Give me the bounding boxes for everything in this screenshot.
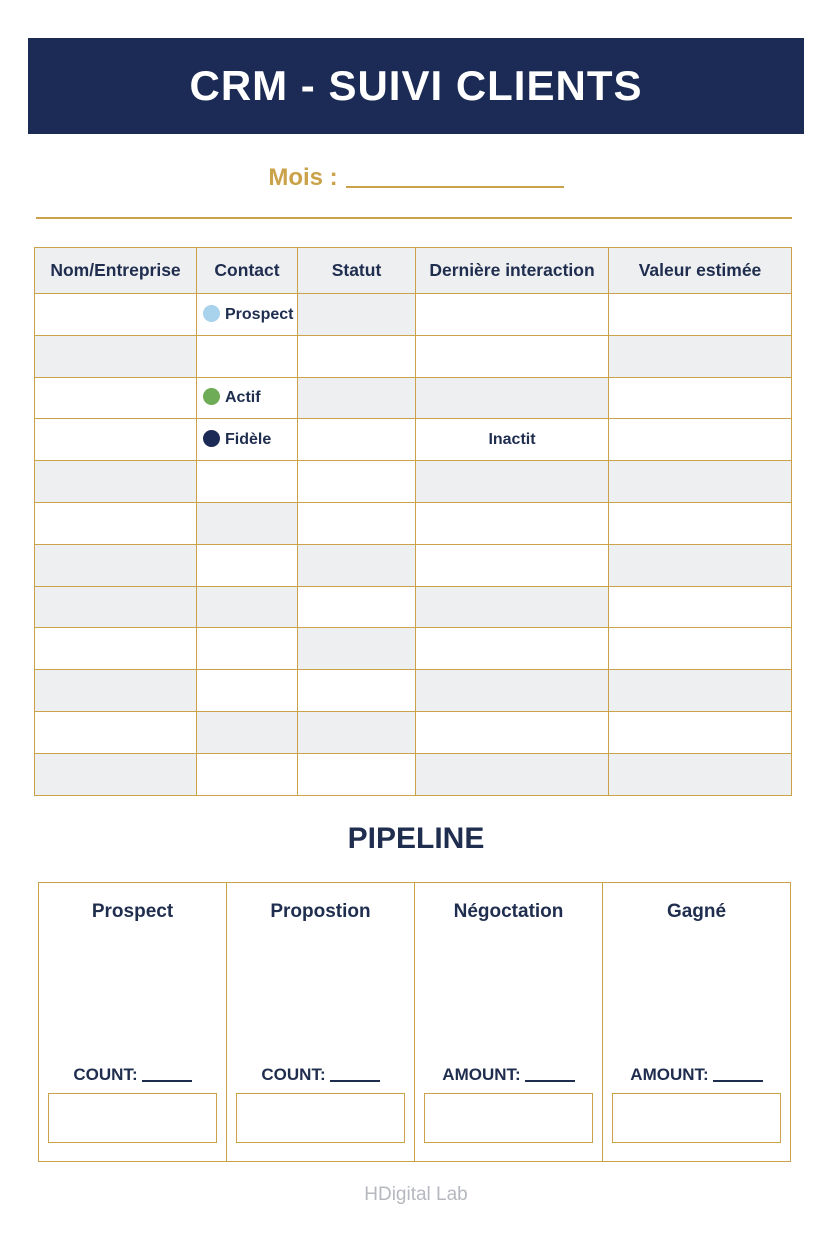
stage-metric-label: COUNT: (261, 1065, 326, 1084)
table-cell[interactable] (416, 294, 609, 336)
metric-blank-line[interactable] (713, 1080, 763, 1082)
table-cell[interactable] (35, 377, 197, 419)
table-row (35, 502, 792, 544)
table-cell[interactable] (609, 753, 792, 795)
table-cell[interactable] (416, 586, 609, 628)
legend-label: Actif (225, 389, 261, 407)
stage-name: Prospect (91, 901, 174, 922)
table-cell[interactable] (298, 419, 416, 461)
column-header-contact: Contact (197, 248, 298, 294)
legend-label: Fidèle (225, 431, 272, 449)
stage-name: Propostion (270, 901, 371, 922)
stage-metric-label: AMOUNT: (442, 1065, 521, 1084)
page-header (28, 38, 804, 134)
table-cell[interactable] (609, 461, 792, 503)
divider (36, 217, 792, 219)
month-field (0, 158, 832, 198)
table-cell[interactable] (197, 586, 298, 628)
table-header-row (35, 248, 792, 294)
column-header-name: Nom/Entreprise (35, 248, 197, 294)
table-cell[interactable] (197, 711, 298, 753)
table-cell[interactable] (609, 544, 792, 586)
stage-metric (603, 1065, 790, 1085)
table-cell[interactable] (35, 335, 197, 377)
pipeline-stage-won (603, 883, 790, 1161)
footer-brand: HDigital Lab (364, 1184, 468, 1205)
legend-prospect (197, 294, 298, 336)
table-row (35, 461, 792, 503)
month-label: Mois : (268, 164, 338, 191)
table-cell[interactable] (609, 377, 792, 419)
table-cell[interactable] (35, 628, 197, 670)
table-cell[interactable] (416, 502, 609, 544)
stage-entry-box[interactable] (48, 1093, 217, 1143)
table-cell[interactable] (416, 670, 609, 712)
navy-dot-icon (203, 430, 220, 447)
stage-metric (415, 1065, 602, 1085)
client-table (34, 247, 792, 796)
table-cell[interactable] (35, 461, 197, 503)
table-cell[interactable] (416, 461, 609, 503)
table-row (35, 377, 792, 419)
table-cell[interactable] (35, 711, 197, 753)
table-cell[interactable] (298, 335, 416, 377)
table-cell[interactable] (298, 586, 416, 628)
table-cell[interactable] (416, 753, 609, 795)
column-header-status: Statut (298, 248, 416, 294)
table-cell[interactable] (197, 544, 298, 586)
table-cell[interactable] (197, 335, 298, 377)
metric-blank-line[interactable] (525, 1080, 575, 1082)
page-title: CRM - SUIVI CLIENTS (189, 62, 643, 109)
table-row (35, 670, 792, 712)
table-row (35, 419, 792, 461)
table-row (35, 586, 792, 628)
table-cell[interactable] (609, 294, 792, 336)
table-row (35, 753, 792, 795)
table-cell[interactable] (416, 377, 609, 419)
stage-metric-label: COUNT: (73, 1065, 138, 1084)
table-cell[interactable] (298, 628, 416, 670)
month-blank-line[interactable] (346, 186, 564, 188)
light-blue-dot-icon (203, 305, 220, 322)
table-cell[interactable] (609, 419, 792, 461)
table-cell[interactable] (416, 544, 609, 586)
table-cell[interactable] (298, 753, 416, 795)
table-cell[interactable] (609, 335, 792, 377)
stage-name: Négoctation (453, 901, 564, 922)
table-cell[interactable] (197, 502, 298, 544)
table-cell[interactable] (35, 670, 197, 712)
metric-blank-line[interactable] (142, 1080, 192, 1082)
stage-entry-box[interactable] (612, 1093, 781, 1143)
table-cell[interactable] (197, 628, 298, 670)
table-cell[interactable] (197, 753, 298, 795)
legend-actif (197, 377, 298, 419)
stage-metric-label: AMOUNT: (630, 1065, 709, 1084)
table-cell[interactable] (298, 377, 416, 419)
table-cell[interactable] (197, 670, 298, 712)
table-cell[interactable] (298, 294, 416, 336)
stage-name: Gagné (666, 901, 727, 922)
stage-entry-box[interactable] (424, 1093, 593, 1143)
table-cell[interactable] (416, 711, 609, 753)
column-header-last-interaction: Dernière interaction (416, 248, 609, 294)
table-cell[interactable] (35, 544, 197, 586)
table-row (35, 335, 792, 377)
pipeline-title: PIPELINE (347, 822, 485, 855)
legend-label: Prospect (225, 305, 294, 323)
table-row (35, 628, 792, 670)
inactive-label: Inactit (416, 419, 609, 461)
pipeline-stage-negotiation (415, 883, 603, 1161)
table-cell[interactable] (35, 294, 197, 336)
table-cell[interactable] (609, 502, 792, 544)
table-cell[interactable] (35, 753, 197, 795)
pipeline-board (38, 882, 791, 1162)
table-cell[interactable] (35, 419, 197, 461)
pipeline-stage-prospect (39, 883, 227, 1161)
table-cell[interactable] (35, 586, 197, 628)
stage-metric (39, 1065, 226, 1085)
metric-blank-line[interactable] (330, 1080, 380, 1082)
table-cell[interactable] (35, 502, 197, 544)
pipeline-stage-proposition (227, 883, 415, 1161)
table-cell[interactable] (298, 670, 416, 712)
table-cell[interactable] (298, 461, 416, 503)
table-row (35, 711, 792, 753)
table-row (35, 294, 792, 336)
table-cell[interactable] (416, 628, 609, 670)
table-cell[interactable] (609, 711, 792, 753)
stage-entry-box[interactable] (236, 1093, 405, 1143)
table-row (35, 544, 792, 586)
green-dot-icon (203, 388, 220, 405)
stage-metric (227, 1065, 414, 1085)
table-cell[interactable] (298, 711, 416, 753)
legend-fidele (197, 419, 298, 461)
table-cell[interactable] (609, 628, 792, 670)
table-cell[interactable] (609, 670, 792, 712)
table-cell[interactable] (416, 335, 609, 377)
column-header-estimated-value: Valeur estimée (609, 248, 792, 294)
table-cell[interactable] (609, 586, 792, 628)
table-cell[interactable] (298, 544, 416, 586)
table-cell[interactable] (298, 502, 416, 544)
table-cell[interactable] (197, 461, 298, 503)
